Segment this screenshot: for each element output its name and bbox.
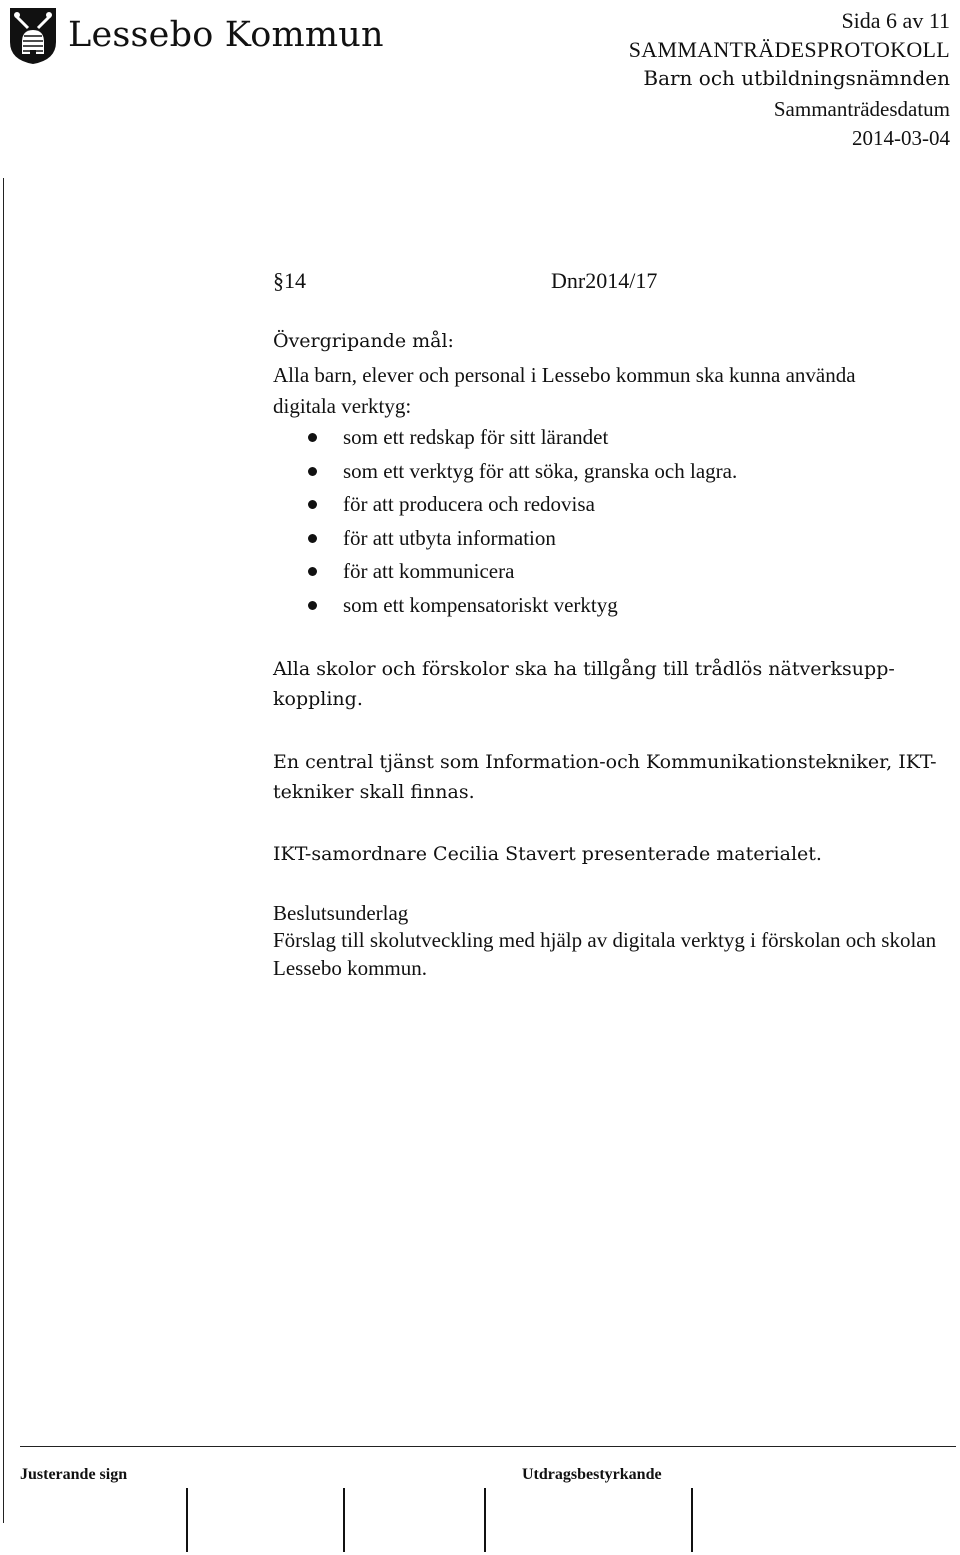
document-type: SAMMANTRÄDESPROTOKOLL bbox=[628, 37, 950, 62]
bullet-icon bbox=[308, 601, 317, 610]
bullet-icon bbox=[308, 433, 317, 442]
bullet-icon bbox=[308, 500, 317, 509]
goal-text: Alla barn, elever och personal i Lessebo kommun ska kunna använda digitala verktyg: bbox=[273, 363, 856, 418]
meeting-date: 2014-03-04 bbox=[852, 126, 950, 150]
ikt-paragraph: En central tjänst som Information-och Kommunikationstekniker, IKT- tekniker skall finnas. bbox=[273, 751, 937, 803]
left-margin-rule bbox=[3, 178, 4, 1523]
section-number: §14 bbox=[273, 268, 306, 293]
list-item: för att producera och redovisa bbox=[273, 488, 938, 522]
basis-text: Förslag till skolutveckling med hjälp av digitala verktyg i förskolan och skolan Lessebo kommun. bbox=[273, 928, 937, 980]
list-item: som ett kompensatoriskt verktyg bbox=[273, 589, 938, 623]
goal-heading: Övergripande mål: bbox=[273, 330, 454, 352]
signature-box-divider bbox=[343, 1488, 345, 1552]
org-name: Lessebo Kommun bbox=[68, 14, 384, 55]
diary-number: Dnr2014/17 bbox=[551, 268, 658, 293]
beehive-crest-icon bbox=[6, 4, 60, 66]
bullet-icon bbox=[308, 567, 317, 576]
bullet-icon bbox=[308, 467, 317, 476]
list-item: för att utbyta information bbox=[273, 522, 938, 556]
page-indicator: Sida 6 av 11 bbox=[841, 8, 950, 33]
presented-paragraph: IKT-samordnare Cecilia Stavert presenterade materialet. bbox=[273, 843, 822, 865]
signature-box-divider bbox=[691, 1488, 693, 1552]
extract-certification-label: Utdragsbestyrkande bbox=[522, 1466, 662, 1483]
list-item: som ett redskap för sitt lärandet bbox=[273, 421, 938, 455]
footer-rule bbox=[20, 1446, 956, 1447]
list-item: för att kommunicera bbox=[273, 555, 938, 589]
board-name: Barn och utbildningsnämnden bbox=[643, 66, 950, 90]
list-item: som ett verktyg för att söka, granska och lagra. bbox=[273, 455, 938, 489]
goal-bullet-list bbox=[273, 421, 938, 622]
basis-heading: Beslutsunderlag bbox=[273, 901, 409, 925]
signature-box-divider bbox=[186, 1488, 188, 1552]
wifi-paragraph: Alla skolor och förskolor ska ha tillgång till trådlös nätverksupp-koppling. bbox=[273, 658, 895, 710]
justering-sign-label: Justerande sign bbox=[20, 1466, 128, 1483]
meeting-date-label: Sammanträdesdatum bbox=[773, 97, 950, 121]
bullet-icon bbox=[308, 534, 317, 543]
signature-box-divider bbox=[484, 1488, 486, 1552]
municipality-logo bbox=[6, 2, 384, 68]
